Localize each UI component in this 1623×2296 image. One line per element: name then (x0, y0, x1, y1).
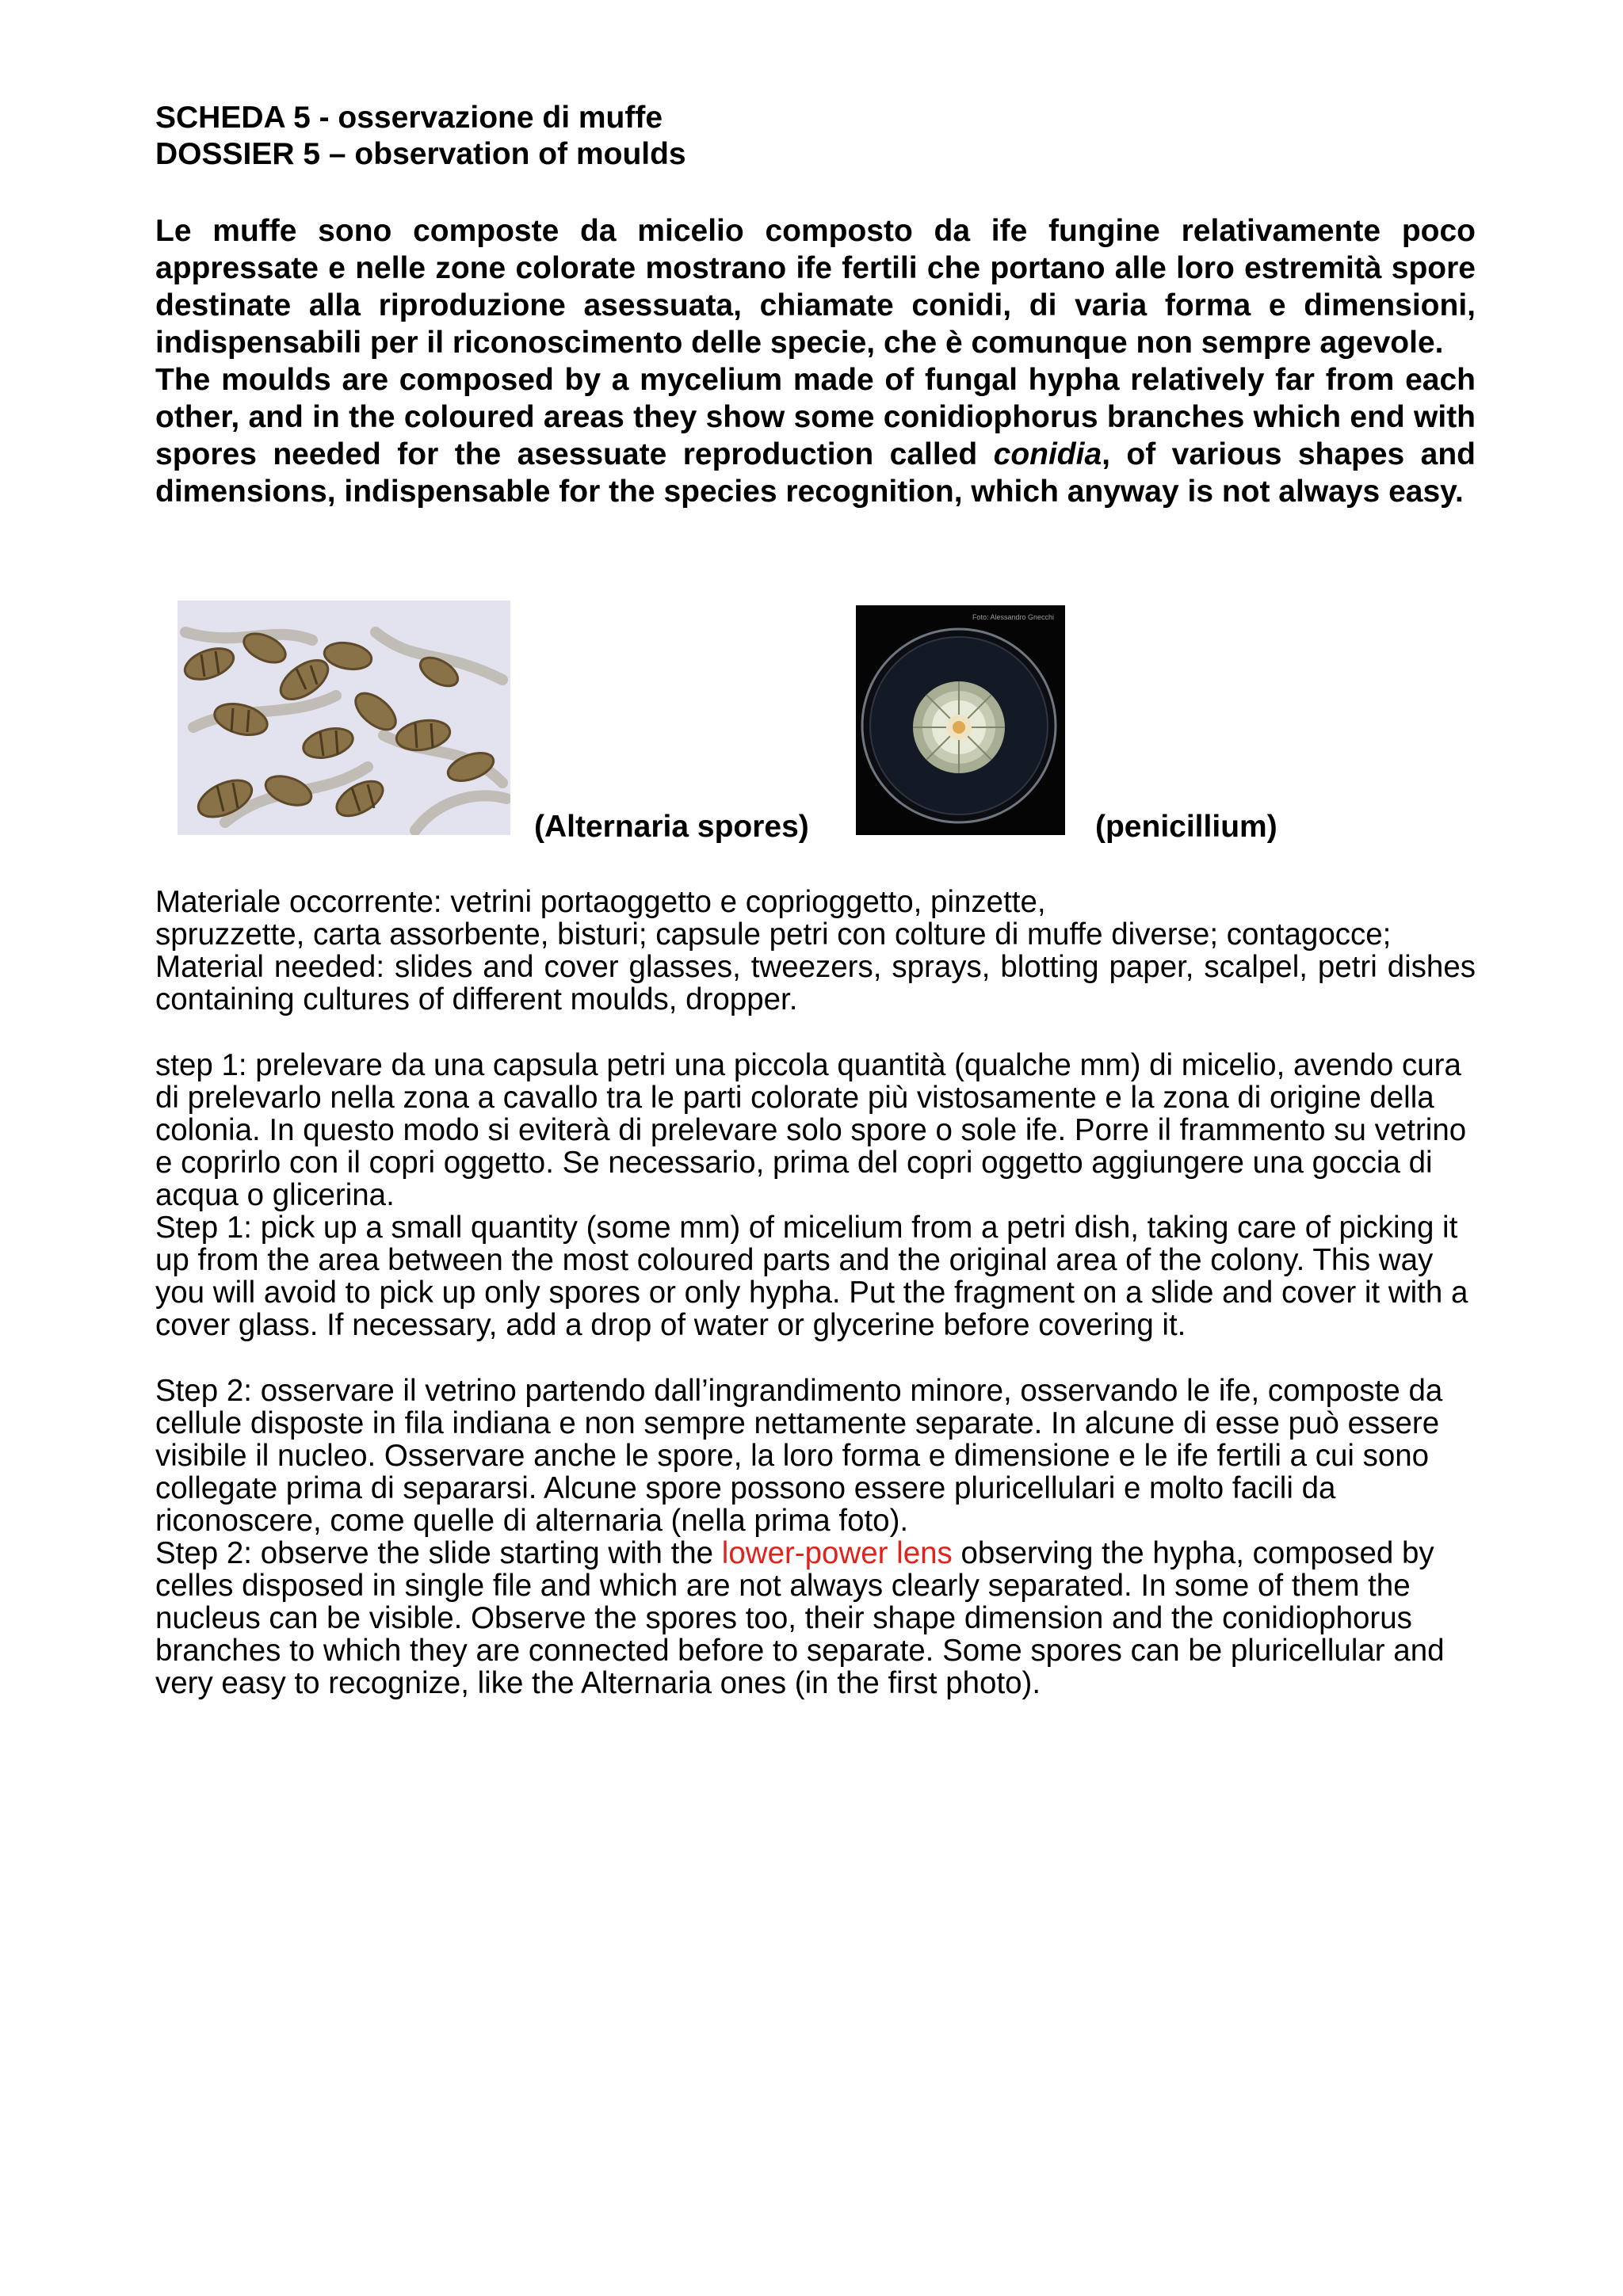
materials-english: Material needed: slides and cover glasses, tweezers, sprays, blotting paper, scalpel, petri dishes containing cultures of different moulds, dropper. (155, 950, 1476, 1016)
intro-english-part1: The moulds are composed by a mycelium made of fungal hypha relatively far from each other, and in the coloured areas they show some conidiophorus branches which end with spores needed for the asessuate reproduction called (155, 363, 1476, 471)
lower-power-lens-highlight: lower-power lens (721, 1536, 953, 1570)
title-italian: SCHEDA 5 - osservazione di muffe (155, 101, 663, 135)
materials-italian-line1: Materiale occorrente: vetrini portaoggetto e coprioggetto, pinzette, (155, 885, 1046, 919)
alternaria-spores-photo (178, 601, 510, 835)
alternaria-caption: (Alternaria spores) (534, 810, 809, 844)
intro-section (155, 212, 1476, 510)
figures-row (155, 601, 1476, 886)
intro-english-conidia: conidia (993, 437, 1102, 471)
step2-english-part2: observing the hypha, composed by celles disposed in single file and which are not always clearly separated. In some of them the nucleus can be visible. Observe the spores too, their shape dimension and the conidiophorus branches to which they are connected before to separate. Some spores can be pluricellular and very easy to recognize, like the Alternaria ones (in the first photo). (155, 1536, 1445, 1700)
step1-english: Step 1: pick up a small quantity (some mm) of micelium from a petri dish, taking care of picking it up from the area between the most coloured parts and the original area of the colony. This way you will avoid to pick up only spores or only hypha. Put the fragment on a slide and cover it with a cover glass. If necessary, add a drop of water or glycerine before covering it. (155, 1211, 1468, 1342)
intro-italian: Le muffe sono composte da micelio composto da ife fungine relativamente poco appressate e nelle zone colorate mostrano ife fertili che portano alle loro estremità spore destinate alla riproduzione asessuata, chiamate conidi, di varia forma e dimensioni, indispensabili per il riconoscimento delle specie, che è comunque non sempre agevole. (155, 214, 1476, 360)
step1-italian: step 1: prelevare da una capsula petri una piccola quantità (qualche mm) di micelio, avendo cura di prelevarlo nella zona a cavallo tra le parti colorate più vistosamente e la zona di origine della colonia. In questo modo si eviterà di prelevare solo spore o sole ife. Porre il frammento su vetrino e coprirlo con il copri oggetto. Se necessario, prima del copri oggetto aggiungere una goccia di acqua o glicerina. (155, 1048, 1467, 1212)
penicillium-caption: (penicillium) (1095, 810, 1277, 844)
step1-section (155, 1049, 1476, 1341)
alternaria-spores-illustration (178, 601, 510, 835)
step2-english-part1: Step 2: observe the slide starting with the (155, 1536, 722, 1570)
materials-section (155, 886, 1476, 1016)
step2-italian: Step 2: osservare il vetrino partendo dall’ingrandimento minore, osservando le ife, composte da cellule disposte in fila indiana e non sempre nettamente separate. In alcune di esse può essere visibile il nucleo. Osservare anche le spore, la loro forma e dimensione e le ife fertili a cui sono collegate prima di separarsi. Alcune spore possono essere pluricellulari e molto facili da riconoscere, come quelle di alternaria (nella prima foto). (155, 1374, 1443, 1538)
document-page (155, 100, 1476, 1699)
penicillium-watermark: Foto: Alessandro Gnecchi (972, 613, 1054, 621)
step2-section (155, 1375, 1476, 1699)
intro-english (155, 361, 1476, 510)
step2-english (155, 1537, 1476, 1699)
petri-dish-illustration (856, 605, 1065, 835)
materials-italian-line2: spruzzette, carta assorbente, bisturi; capsule petri con colture di muffe diverse; contagocce; (155, 917, 1392, 952)
intro-english-part2: , of various shapes and dimensions, indispensable for the species recognition, which anyway is not always easy. (155, 437, 1476, 509)
title-english: DOSSIER 5 – observation of moulds (155, 137, 686, 171)
penicillium-photo (856, 605, 1065, 835)
